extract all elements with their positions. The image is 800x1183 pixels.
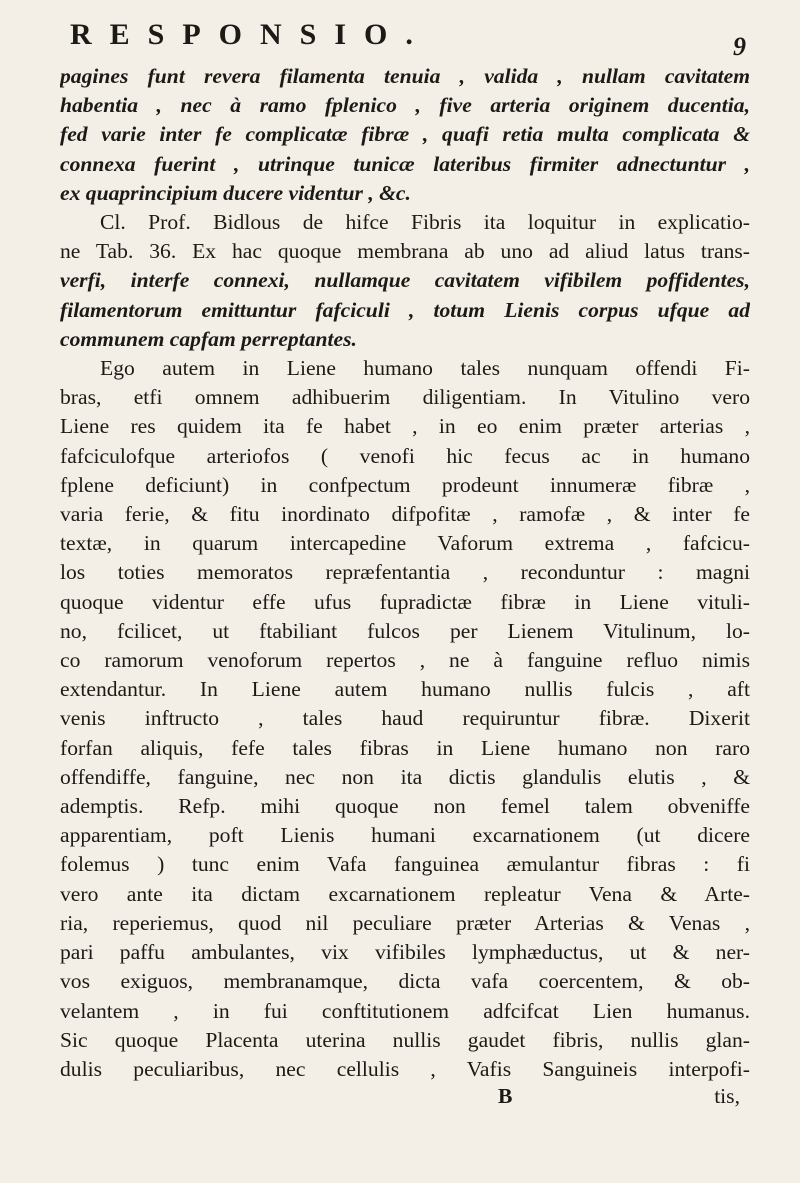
text-line: ne Tab. 36. Ex hac quoque membrana ab uno ad aliud latus trans- <box>60 239 750 264</box>
text-line: no, fcilicet, ut ftabiliant fulcos per Lienem Vitulinum, lo- <box>60 618 750 643</box>
page-number: 9 <box>733 32 746 61</box>
text-line: forfan aliquis, fefe tales fibras in Liene humano non raro <box>60 735 750 760</box>
text-line: habentia , nec à ramo fplenico , five arteria originem ducentia, <box>60 93 750 118</box>
text-line: pari paffu ambulantes, vix vifibiles lymphæductus, ut & ner- <box>60 940 750 965</box>
text-line: vero ante ita dictam excarnationem repleatur Vena & Arte- <box>60 881 750 906</box>
text-line: fed varie inter fe complicatæ fibræ , quafi retia multa complicata & <box>60 122 750 147</box>
text-line: velantem , in fui conftitutionem adfcifcat Lien humanus. <box>60 998 750 1023</box>
catchword: tis, <box>714 1084 740 1109</box>
text-line: varia ferie, & fitu inordinato difpofitæ , ramofæ , & inter fe <box>60 502 750 527</box>
body-text <box>60 62 750 1084</box>
text-line: pagines funt revera filamenta tenuia , valida , nullam cavitatem <box>60 64 750 88</box>
text-line: fplene deficiunt) in confpectum prodeunt innumeræ fibræ , <box>60 472 750 497</box>
text-line: dulis peculiaribus, nec cellulis , Vafis Sanguineis interpofi- <box>60 1056 750 1081</box>
signature-mark: B <box>498 1084 513 1109</box>
text-line: ademptis. Refp. mihi quoque non femel talem obveniffe <box>60 794 750 819</box>
text-line: apparentiam, poft Lienis humani excarnationem (ut dicere <box>60 823 750 848</box>
book-page <box>60 18 750 1168</box>
text-line: textæ, in quarum intercapedine Vaforum extrema , fafcicu- <box>60 531 750 556</box>
text-line: venis inftructo , tales haud requiruntur fibræ. Dixerit <box>60 706 750 731</box>
text-line: ex quaprincipium ducere videntur , &c. <box>60 180 411 205</box>
text-line: bras, etfi omnem adhibuerim diligentiam. In Vitulino vero <box>60 385 750 410</box>
text-line: Liene res quidem ita fe habet , in eo enim præter arterias , <box>60 414 750 439</box>
running-head: RESPONSIO. <box>70 18 431 51</box>
text-line: Cl. Prof. Bidlous de hifce Fibris ita loquitur in explicatio- <box>100 210 750 235</box>
text-line: filamentorum emittuntur fafciculi , totum Lienis corpus ufque ad <box>60 297 750 322</box>
text-line: ria, reperiemus, quod nil peculiare præter Arterias & Venas , <box>60 910 750 935</box>
text-line: offendiffe, fanguine, nec non ita dictis glandulis elutis , & <box>60 764 750 789</box>
text-line: folemus ) tunc enim Vafa fanguinea æmulantur fibras : fi <box>60 852 750 877</box>
text-line: los toties memoratos repræfentantia , reconduntur : magni <box>60 560 750 585</box>
text-line: extendantur. In Liene autem humano nullis fulcis , aft <box>60 677 750 702</box>
text-line: quoque videntur effe ufus fupradictæ fibræ in Liene vituli- <box>60 589 750 614</box>
page-footer <box>60 1084 750 1114</box>
text-line: fafciculofque arteriofos ( venofi hic fecus ac in humano <box>60 443 750 468</box>
page-header <box>60 18 750 62</box>
text-line: Ego autem in Liene humano tales nunquam offendi Fi- <box>100 356 750 381</box>
text-line: connexa fuerint , utrinque tunicæ lateribus firmiter adnectuntur , <box>60 151 750 176</box>
text-line: vos exiguos, membranamque, dicta vafa coercentem, & ob- <box>60 969 750 994</box>
text-line: communem capfam perreptantes. <box>60 326 357 351</box>
text-line: co ramorum venoforum repertos , ne à fanguine refluo nimis <box>60 648 750 673</box>
text-line: verfi, interfe connexi, nullamque cavitatem vifibilem poffidentes, <box>60 268 750 293</box>
text-line: Sic quoque Placenta uterina nullis gaudet fibris, nullis glan- <box>60 1027 750 1052</box>
